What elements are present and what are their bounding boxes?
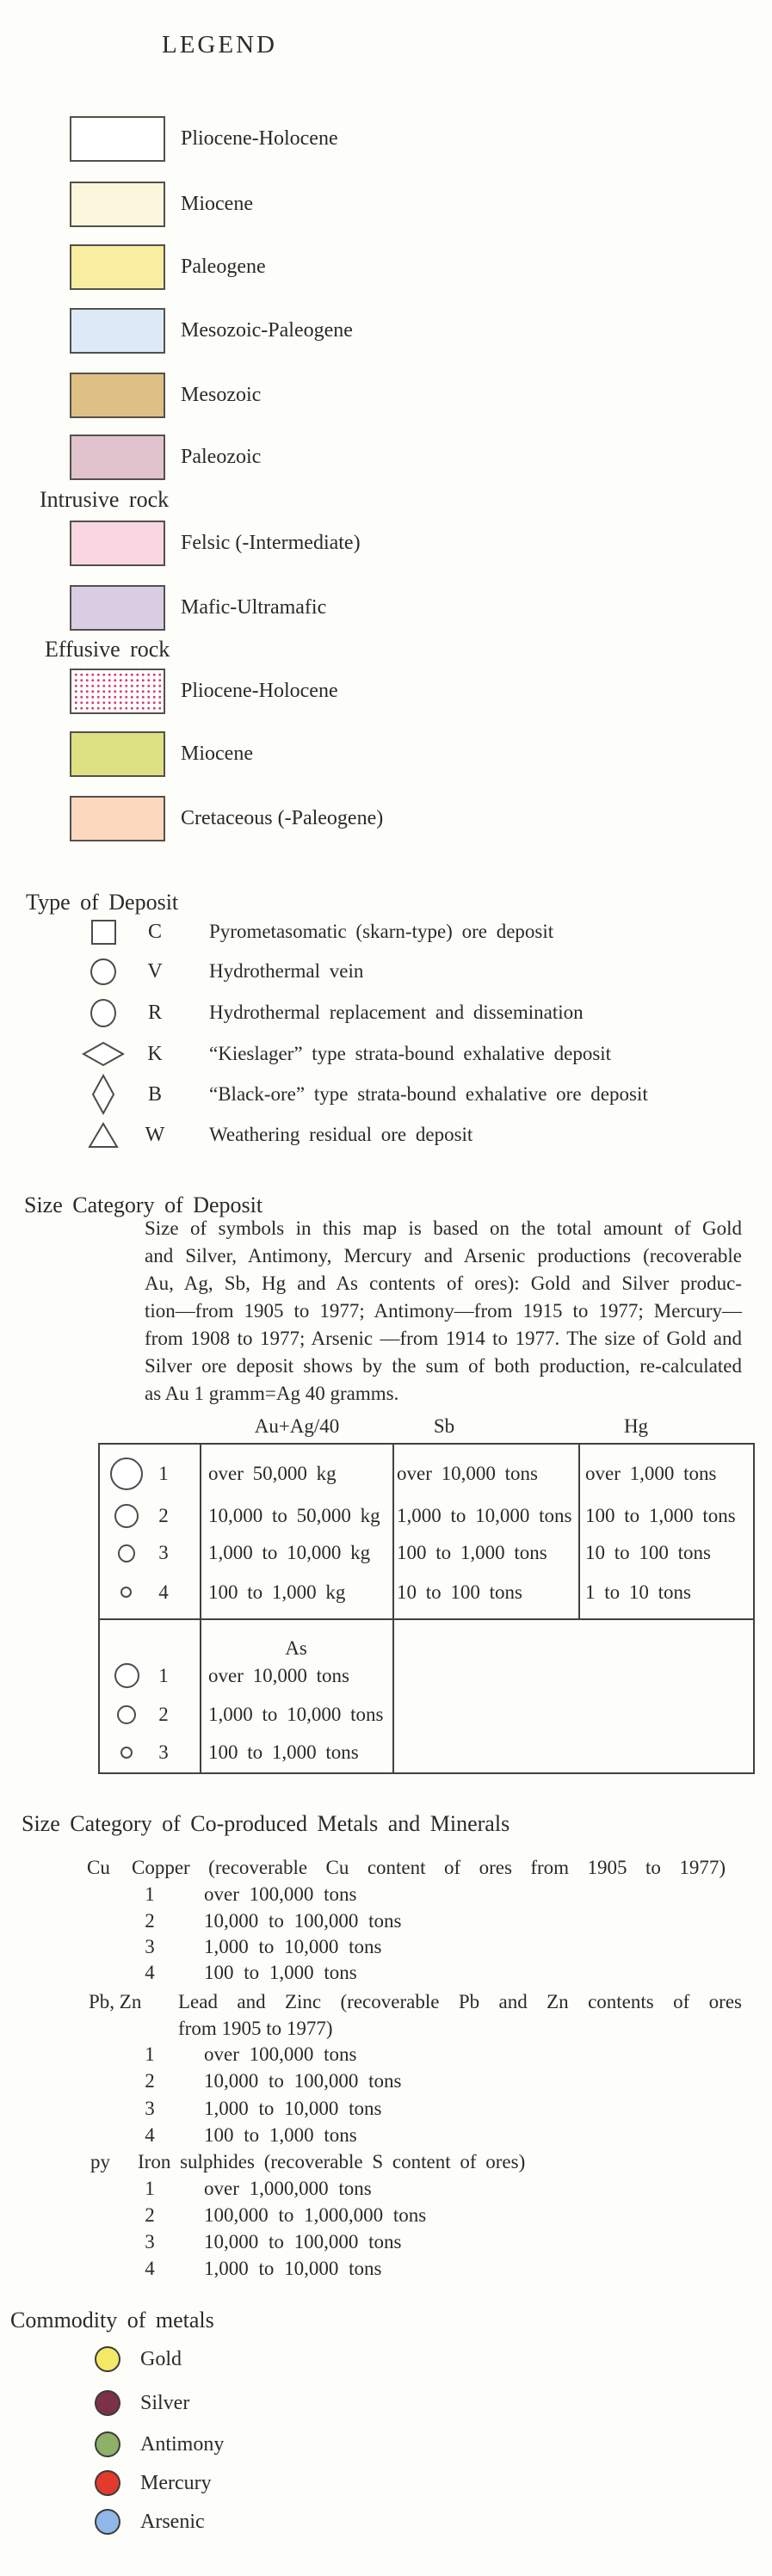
paragraph-line: Silver ore deposit shows by the sum of both production, re-calculated — [145, 1355, 742, 1377]
commodity-row — [95, 2470, 212, 2496]
legend-row — [0, 796, 772, 841]
group-code-py: py — [90, 2151, 110, 2172]
column-header-sb: Sb — [433, 1415, 455, 1437]
size-value: 100 to 1,000 tons — [204, 2124, 357, 2146]
deposit-code: B — [147, 1083, 162, 1106]
table-cell: 1,000 to 10,000 tons — [397, 1505, 572, 1526]
color-swatch-mesozoic-paleogene — [70, 308, 165, 354]
size-value: 100 to 1,000 tons — [204, 1962, 357, 1983]
table-cell: 100 to 1,000 tons — [208, 1741, 359, 1763]
co-produced-heading: Size Category of Co-produced Metals and Minerals — [22, 1811, 510, 1836]
swatch-label: Paleozoic — [181, 446, 262, 468]
color-swatch-cretaceous — [70, 796, 165, 841]
deposit-description: Pyrometasomatic (skarn-type) ore deposit — [209, 921, 554, 942]
deposit-description: Hydrothermal vein — [209, 960, 364, 982]
deposit-description: “Kieslager” type strata-bound exhalative deposit — [209, 1043, 612, 1064]
intrusive-rock-heading: Intrusive rock — [40, 487, 170, 512]
table-cell: over 10,000 tons — [397, 1463, 538, 1484]
column-header-au-ag: Au+Ag/40 — [254, 1415, 340, 1437]
color-swatch-paleogene — [70, 244, 165, 290]
table-vline — [578, 1445, 580, 1618]
size-value: over 100,000 tons — [204, 1883, 357, 1905]
color-swatch-miocene — [70, 182, 165, 227]
table-cell: 1 to 10 tons — [585, 1581, 691, 1603]
table-cell: 1,000 to 10,000 kg — [208, 1542, 371, 1563]
table-cell: 10,000 to 50,000 kg — [208, 1505, 380, 1526]
paragraph-line: as Au 1 gramm=Ag 40 gramms. — [145, 1383, 399, 1404]
deposit-type-row — [0, 992, 772, 1033]
table-divider — [100, 1618, 753, 1620]
commodity-label: Arsenic — [140, 2511, 205, 2533]
skarn-square-icon — [81, 911, 126, 952]
size-1-circle — [110, 1457, 143, 1490]
legend-row — [0, 308, 772, 354]
swatch-label: Miocene — [181, 193, 253, 215]
group-code-cu: Cu — [87, 1857, 110, 1878]
swatch-label: Pliocene-Holocene — [181, 127, 338, 150]
size-number: 2 — [145, 2070, 155, 2092]
swatch-label: Miocene — [181, 743, 253, 765]
table-vline — [200, 1445, 201, 1772]
paragraph-line: Au, Ag, Sb, Hg and As contents of ores): Gold and Silver produc- — [145, 1273, 742, 1294]
deposit-description: Weathering residual ore deposit — [209, 1124, 473, 1145]
size-number: 2 — [145, 1910, 155, 1932]
size-number: 3 — [158, 1741, 169, 1763]
deposit-type-row — [0, 1033, 772, 1075]
commodity-row — [95, 2431, 224, 2457]
color-swatch-effusive-miocene — [70, 731, 165, 777]
size-value: over 1,000,000 tons — [204, 2178, 372, 2199]
column-header-hg: Hg — [623, 1415, 649, 1437]
swatch-label: Felsic (-Intermediate) — [181, 532, 361, 554]
swatch-label: Cretaceous (-Paleogene) — [181, 807, 384, 829]
deposit-code: W — [145, 1124, 165, 1146]
deposit-type-row — [0, 1074, 772, 1115]
size-value: 10,000 to 100,000 tons — [204, 1910, 402, 1932]
color-swatch-paleozoic — [70, 434, 165, 480]
size-3-circle — [118, 1544, 135, 1562]
legend-row — [0, 731, 772, 777]
paragraph-line: and Silver, Antimony, Mercury and Arsenic productions (recoverable — [145, 1245, 742, 1266]
deposit-description: “Black-ore” type strata-bound exhalative ore deposit — [209, 1083, 648, 1105]
weathering-triangle-icon — [81, 1114, 126, 1156]
commodity-label: Gold — [140, 2348, 182, 2370]
commodity-label: Mercury — [140, 2472, 212, 2494]
size-number: 2 — [158, 1505, 169, 1526]
table-cell: 10 to 100 tons — [585, 1542, 711, 1563]
size-number: 1 — [145, 2178, 155, 2199]
size-value: 10,000 to 100,000 tons — [204, 2231, 402, 2252]
deposit-type-row — [0, 911, 772, 952]
paragraph-line: from 1908 to 1977; Arsenic —from 1914 to 1977. The size of Gold and — [145, 1328, 742, 1349]
size-number: 1 — [158, 1463, 169, 1484]
deposit-code: C — [147, 921, 162, 943]
size-number: 4 — [158, 1581, 169, 1603]
as-column-header: As — [285, 1637, 307, 1659]
size-number: 4 — [145, 1962, 155, 1983]
color-swatch-effusive-pliocene-holocene — [70, 669, 165, 714]
commodity-row — [95, 2390, 189, 2416]
as-size-2-circle — [117, 1705, 136, 1724]
group-description: Iron sulphides (recoverable S content of ores) — [138, 2151, 526, 2172]
group-description: Copper (recoverable Cu content of ores from 1905 to 1977) — [132, 1857, 726, 1878]
commodity-row — [95, 2509, 205, 2535]
legend-row — [0, 182, 772, 227]
size-number: 4 — [145, 2258, 155, 2279]
mercury-circle-icon — [95, 2470, 120, 2496]
as-size-3-circle — [120, 1747, 133, 1759]
table-cell: over 1,000 tons — [585, 1463, 717, 1484]
group-description-line2: from 1905 to 1977) — [178, 2018, 333, 2039]
vein-circle-icon — [81, 951, 126, 992]
paragraph-line: Size of symbols in this map is based on the total amount of Gold — [145, 1217, 742, 1239]
size-number: 1 — [158, 1665, 169, 1686]
size-number: 1 — [145, 1883, 155, 1905]
legend-row — [0, 669, 772, 714]
antimony-circle-icon — [95, 2431, 120, 2457]
color-swatch-felsic — [70, 521, 165, 566]
arsenic-circle-icon — [95, 2509, 120, 2535]
swatch-label: Paleogene — [181, 256, 266, 278]
commodity-heading: Commodity of metals — [10, 2308, 214, 2333]
size-category-paragraph — [145, 1215, 742, 1408]
paragraph-line: tion—from 1905 to 1977; Antimony—from 1915 to 1977; Mercury— — [145, 1300, 742, 1322]
size-number: 3 — [145, 1936, 155, 1957]
color-swatch-pliocene-holocene — [70, 116, 165, 162]
table-cell: over 10,000 tons — [208, 1665, 349, 1686]
replacement-circle-icon — [81, 992, 126, 1033]
table-cell: 100 to 1,000 tons — [397, 1542, 547, 1563]
size-number: 3 — [158, 1542, 169, 1563]
deposit-type-row — [0, 951, 772, 992]
deposit-type-row — [0, 1114, 772, 1156]
table-vline — [392, 1445, 394, 1772]
group-code-pb-zn: Pb, Zn — [89, 1991, 142, 2012]
silver-circle-icon — [95, 2390, 120, 2416]
legend-row — [0, 116, 772, 162]
size-number: 2 — [158, 1704, 169, 1725]
swatch-label: Mesozoic-Paleogene — [181, 319, 353, 342]
swatch-label: Pliocene-Holocene — [181, 680, 338, 702]
page-title: LEGEND — [162, 31, 277, 59]
swatch-label: Mafic-Ultramafic — [181, 596, 327, 619]
legend-row — [0, 434, 772, 480]
size-value: 1,000 to 10,000 tons — [204, 2098, 382, 2119]
commodity-row — [95, 2346, 182, 2372]
size-number: 2 — [145, 2204, 155, 2226]
table-cell: 100 to 1,000 kg — [208, 1581, 346, 1603]
swatch-label: Mesozoic — [181, 384, 262, 406]
legend-row — [0, 244, 772, 290]
deposit-description: Hydrothermal replacement and dissemination — [209, 1001, 584, 1023]
legend-row — [0, 585, 772, 631]
color-swatch-mafic-ultramafic — [70, 585, 165, 631]
as-size-1-circle — [114, 1663, 139, 1688]
size-value: 10,000 to 100,000 tons — [204, 2070, 402, 2092]
table-cell: over 50,000 kg — [208, 1463, 337, 1484]
size-2-circle — [114, 1504, 139, 1528]
type-of-deposit-heading: Type of Deposit — [26, 890, 179, 915]
table-cell: 1,000 to 10,000 tons — [208, 1704, 384, 1725]
size-4-circle — [120, 1587, 132, 1598]
kieslager-diamond-icon — [81, 1033, 126, 1075]
size-number: 1 — [145, 2043, 155, 2065]
size-number: 3 — [145, 2098, 155, 2119]
deposit-code: R — [147, 1001, 162, 1024]
size-value: 100,000 to 1,000,000 tons — [204, 2204, 427, 2226]
color-swatch-mesozoic — [70, 373, 165, 418]
effusive-rock-heading: Effusive rock — [45, 637, 170, 662]
deposit-size-table — [98, 1443, 755, 1774]
black-ore-diamond-icon — [81, 1074, 126, 1115]
legend-row — [0, 521, 772, 566]
size-category-heading: Size Category of Deposit — [24, 1192, 263, 1217]
gold-circle-icon — [95, 2346, 120, 2372]
size-number: 3 — [145, 2231, 155, 2252]
group-description: Lead and Zinc (recoverable Pb and Zn contents of ores — [178, 1991, 742, 2012]
size-value: over 100,000 tons — [204, 2043, 357, 2065]
size-value: 1,000 to 10,000 tons — [204, 2258, 382, 2279]
commodity-label: Silver — [140, 2392, 190, 2414]
legend-row — [0, 373, 772, 418]
size-value: 1,000 to 10,000 tons — [204, 1936, 382, 1957]
table-cell: 10 to 100 tons — [397, 1581, 522, 1603]
deposit-code: V — [147, 960, 163, 983]
table-cell: 100 to 1,000 tons — [585, 1505, 736, 1526]
commodity-label: Antimony — [140, 2433, 225, 2456]
deposit-code: K — [147, 1043, 163, 1065]
size-number: 4 — [145, 2124, 155, 2146]
